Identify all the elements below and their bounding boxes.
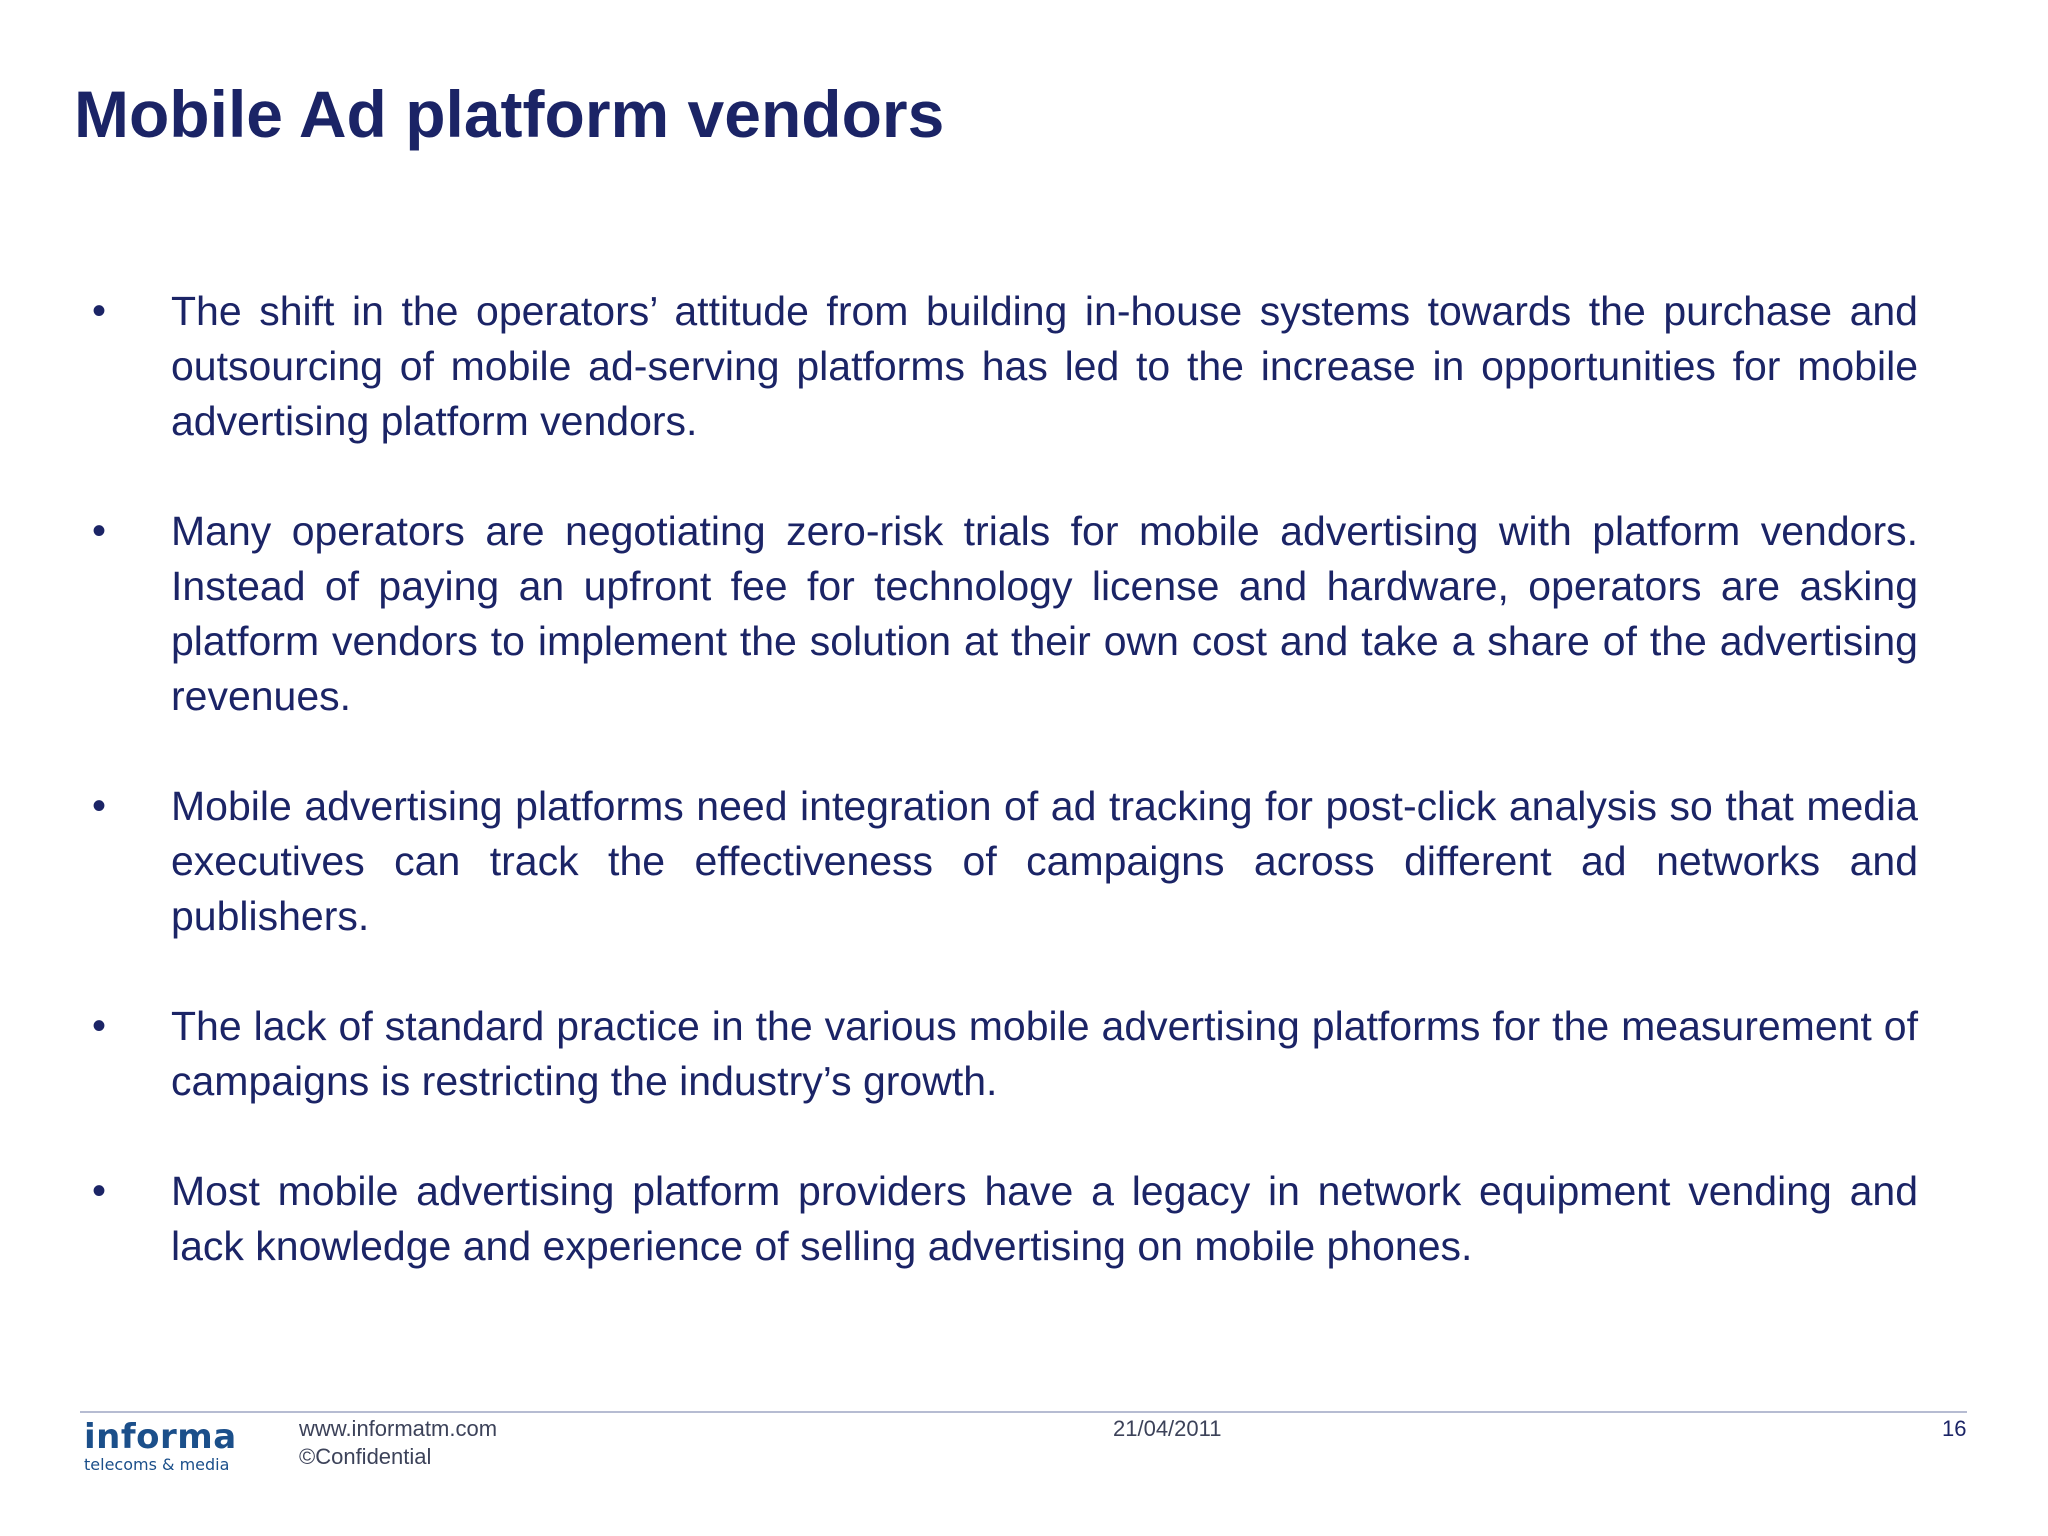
bullet-list [0,284,2048,1329]
bullet-text: Most mobile advertising platform providers have a legacy in network equipment vending and lack knowledge and experience of selling advertising on mobile phones. [171,1168,1918,1269]
bullet-text: Many operators are negotiating zero-risk trials for mobile advertising with platform vendors. Instead of paying an upfront fee for technology license and hardware, operators are asking platform vendors to implement the solution at their own cost and take a share of the advertising revenues. [171,508,1918,719]
bullet-item [0,284,2048,449]
footer-date: 21/04/2011 [1113,1416,1222,1441]
bullet-text: The lack of standard practice in the various mobile advertising platforms for the measurement of campaigns is restricting the industry’s growth. [171,1003,1918,1104]
informa-logo [84,1418,237,1474]
footer-confidential: ©Confidential [299,1444,432,1469]
footer-url: www.informatm.com [299,1416,498,1441]
bullet-item [0,779,2048,944]
bullet-marker: • [92,1169,107,1213]
bullet-text: Mobile advertising platforms need integration of ad tracking for post-click analysis so that media executives can track the effectiveness of campaigns across different ad networks and publishers. [171,783,1918,939]
bullet-item [0,1164,2048,1274]
bullet-item [0,999,2048,1109]
bullet-marker: • [92,784,107,828]
footer-divider [80,1411,1967,1413]
bullet-marker: • [92,509,107,553]
logo-wordmark: informa [84,1417,237,1457]
logo-tagline: telecoms & media [84,1455,230,1474]
slide-title: Mobile Ad platform vendors [74,77,945,151]
bullet-text: The shift in the operators’ attitude from building in-house systems towards the purchase and outsourcing of mobile ad-serving platforms has led to the increase in opportunities for mobile advertising platform vendors. [171,288,1918,444]
bullet-item [0,504,2048,724]
page-number: 16 [1942,1416,1967,1441]
bullet-marker: • [92,289,107,333]
bullet-marker: • [92,1004,107,1048]
